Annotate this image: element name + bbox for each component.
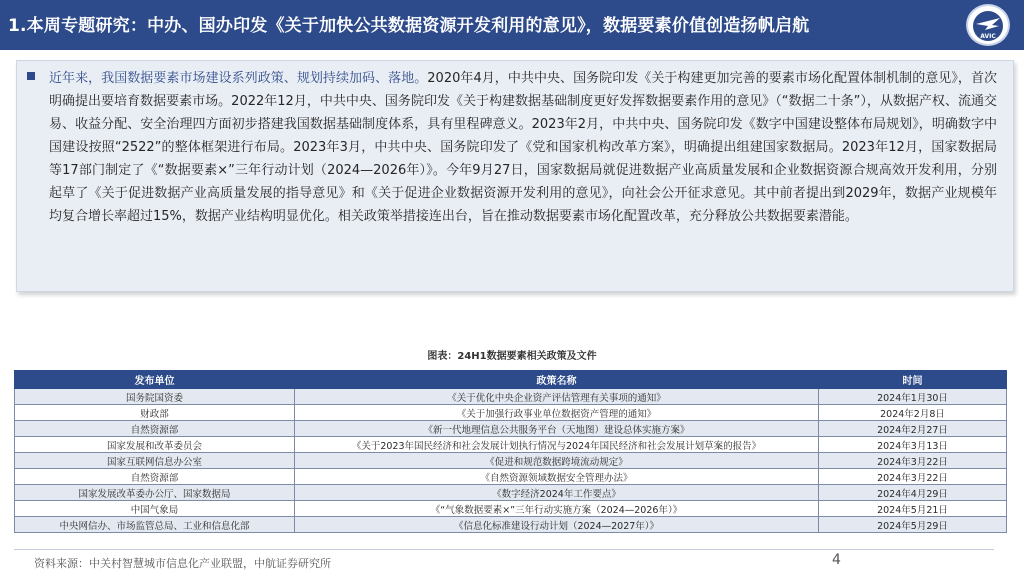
avic-wing-icon (971, 9, 1005, 43)
column-header-policy: 政策名称 (295, 371, 819, 389)
column-header-publisher: 发布单位 (15, 371, 295, 389)
cell-policy: 《“气象数据要素×”三年行动实施方案（2024—2026年）》 (295, 501, 819, 517)
cell-policy: 《数字经济2024年工作要点》 (295, 485, 819, 501)
square-bullet-icon (27, 72, 35, 80)
cell-policy: 《关于2023年国民经济和社会发展计划执行情况与2024年国民经济和社会发展计划草案的报告》 (295, 437, 819, 453)
cell-date: 2024年3月13日 (819, 437, 1007, 453)
footer-divider (14, 549, 994, 550)
summary-highlight: 近年来，我国数据要素市场建设系列政策、规划持续加码、落地。 (49, 71, 428, 86)
cell-policy: 《关于加强行政事业单位数据资产管理的通知》 (295, 405, 819, 421)
page-title: 1.本周专题研究：中办、国办印发《关于加快公共数据资源开发利用的意见》，数据要素价值创造扬帆启航 (8, 16, 810, 36)
cell-publisher: 自然资源部 (15, 469, 295, 485)
cell-date: 2024年5月21日 (819, 501, 1007, 517)
cell-date: 2024年2月27日 (819, 421, 1007, 437)
table-row (15, 501, 1007, 517)
page-number: 4 (832, 552, 841, 568)
avic-wing-logo-icon (966, 4, 1010, 46)
source-note: 资料来源：中关村智慧城市信息化产业联盟，中航证券研究所 (34, 557, 331, 570)
summary-body: 2020年4月，中共中央、国务院印发《关于构建更加完善的要素市场化配置体制机制的意见》，首次明确提出要培育数据要素市场。2022年12月，中共中央、国务院印发《关于构建数据基础制度更好发挥数据要素作用的意见》（“数据二十条”），从数据产权、流通交易、收益分配、安全治理四方面初步搭建我国数据基础制度体系，具有里程碑意义。2023年2月，中共中央、国务院印发《数字中国建设整体布局规划》，明确数字中国建设按照“2522”的整体框架进行布局。2023年3月，中共中央、国务院印发了《党和国家机构改革方案》，明确提出组建国家数据局。2023年12月，国家数据局等17部门制定了《“数据要素×”三年行动计划（2024—2026年）》。今年9月27日，国家数据局就促进数据产业高质量发展和企业数据资源合规高效开发利用，分别起草了《关于促进数据产业高质量发展的指导意见》和《关于促进企业数据资源开发利用的意见》，向社会公开征求意见。其中前者提出到2029年，数据产业规模年均复合增长率超过15%，数据产业结构明显优化。相关政策举措接连出台，旨在推动数据要素市场化配置改革，充分释放公共数据要素潜能。 (49, 71, 997, 224)
summary-paragraph (49, 67, 997, 228)
logo-text: AVIC (980, 33, 996, 40)
table-row (15, 437, 1007, 453)
cell-publisher: 中国气象局 (15, 501, 295, 517)
cell-policy: 《新一代地理信息公共服务平台（天地图）建设总体实施方案》 (295, 421, 819, 437)
cell-publisher: 国家发展和改革委员会 (15, 437, 295, 453)
table-row (15, 469, 1007, 485)
cell-date: 2024年1月30日 (819, 389, 1007, 405)
cell-publisher: 自然资源部 (15, 421, 295, 437)
cell-policy: 《促进和规范数据跨境流动规定》 (295, 453, 819, 469)
cell-date: 2024年4月29日 (819, 485, 1007, 501)
table-row (15, 405, 1007, 421)
header-bar (0, 0, 1024, 50)
cell-date: 2024年5月29日 (819, 517, 1007, 533)
cell-policy: 《信息化标准建设行动计划（2024—2027年）》 (295, 517, 819, 533)
summary-box (16, 60, 1014, 292)
cell-date: 2024年3月22日 (819, 453, 1007, 469)
cell-publisher: 国家发展改革委办公厅、国家数据局 (15, 485, 295, 501)
column-header-date: 时间 (819, 371, 1007, 389)
cell-date: 2024年2月8日 (819, 405, 1007, 421)
table-row (15, 453, 1007, 469)
cell-publisher: 中央网信办、市场监管总局、工业和信息化部 (15, 517, 295, 533)
table-row (15, 517, 1007, 533)
table-header-row (15, 371, 1007, 389)
cell-publisher: 国务院国资委 (15, 389, 295, 405)
table-row (15, 485, 1007, 501)
cell-publisher: 财政部 (15, 405, 295, 421)
table-row (15, 389, 1007, 405)
table-caption: 图表：24H1数据要素相关政策及文件 (427, 351, 597, 362)
policy-table (14, 370, 1007, 533)
cell-date: 2024年3月22日 (819, 469, 1007, 485)
cell-publisher: 国家互联网信息办公室 (15, 453, 295, 469)
table-row (15, 421, 1007, 437)
cell-policy: 《自然资源领域数据安全管理办法》 (295, 469, 819, 485)
cell-policy: 《关于优化中央企业资产评估管理有关事项的通知》 (295, 389, 819, 405)
